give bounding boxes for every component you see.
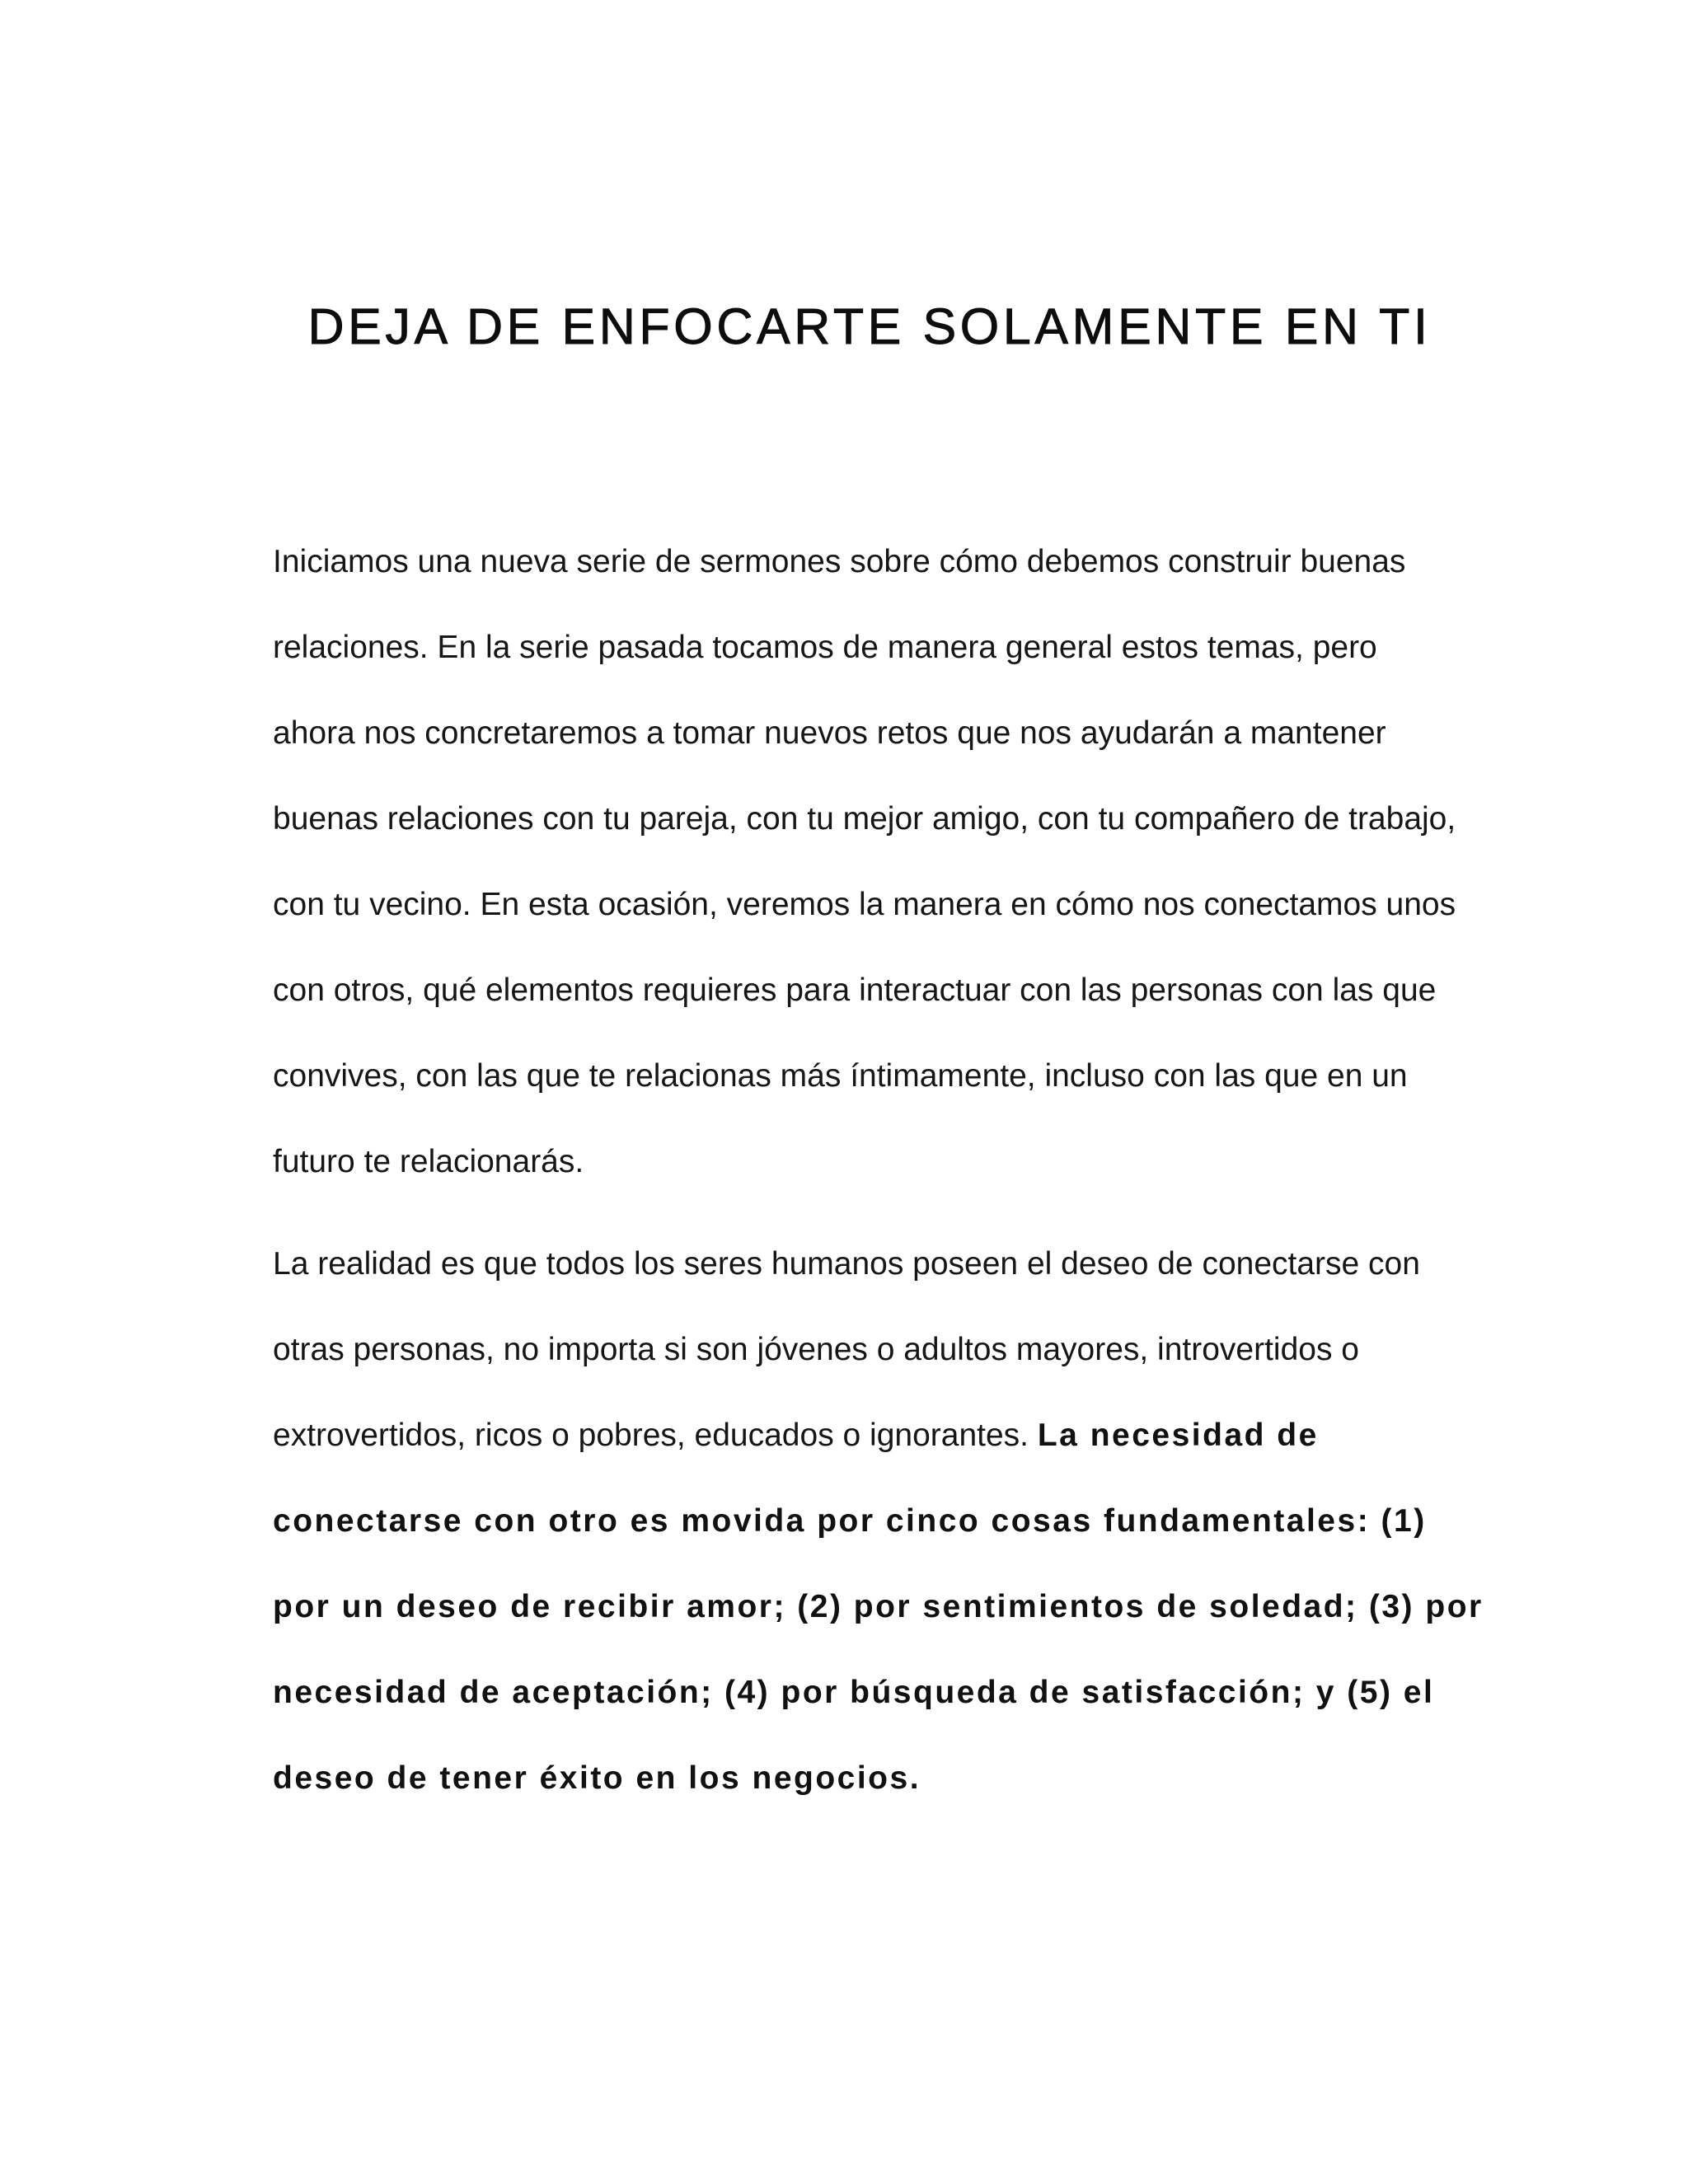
text-line: futuro te relacionarás.: [273, 1144, 584, 1179]
text-line: relaciones. En la serie pasada tocamos de manera general estos temas, pero: [273, 630, 1377, 665]
text-line: con otros, qué elementos requieres para interactuar con las personas con las que: [273, 972, 1437, 1008]
document-body: [273, 519, 1509, 1821]
bold-text-line: deseo de tener éxito en los negocios.: [273, 1760, 921, 1796]
text-line: Iniciamos una nueva serie de sermones sobre cómo debemos construir buenas: [273, 544, 1406, 579]
bold-text-line: necesidad de aceptación; (4) por búsqueda de satisfacción; y (5) el: [273, 1675, 1435, 1710]
text-line: buenas relaciones con tu pareja, con tu mejor amigo, con tu compañero de trabajo,: [273, 801, 1456, 837]
paragraph-reality: [273, 1221, 1509, 1821]
paragraph-intro: [273, 519, 1509, 1205]
text-line: con tu vecino. En esta ocasión, veremos la manera en cómo nos conectamos unos: [273, 887, 1456, 922]
text-line: La realidad es que todos los seres humanos poseen el deseo de conectarse con: [273, 1246, 1420, 1282]
text-line: convives, con las que te relacionas más íntimamente, incluso con las que en un: [273, 1058, 1408, 1094]
bold-text-line: conectarse con otro es movida por cinco cosas fundamentales: (1): [273, 1503, 1427, 1539]
bold-text-line: por un deseo de recibir amor; (2) por sentimientos de soledad; (3) por: [273, 1589, 1484, 1624]
bold-text-segment: La necesidad de: [1037, 1418, 1319, 1453]
text-line: ahora nos concretaremos a tomar nuevos retos que nos ayudarán a mantener: [273, 715, 1386, 751]
text-segment: extrovertidos, ricos o pobres, educados o ignorantes.: [273, 1418, 1038, 1453]
text-line-mixed: [273, 1393, 1509, 1479]
document-title: DEJA DE ENFOCARTE SOLAMENTE EN TI: [307, 298, 1432, 354]
text-line: otras personas, no importa si son jóvenes o adultos mayores, introvertidos o: [273, 1332, 1360, 1367]
